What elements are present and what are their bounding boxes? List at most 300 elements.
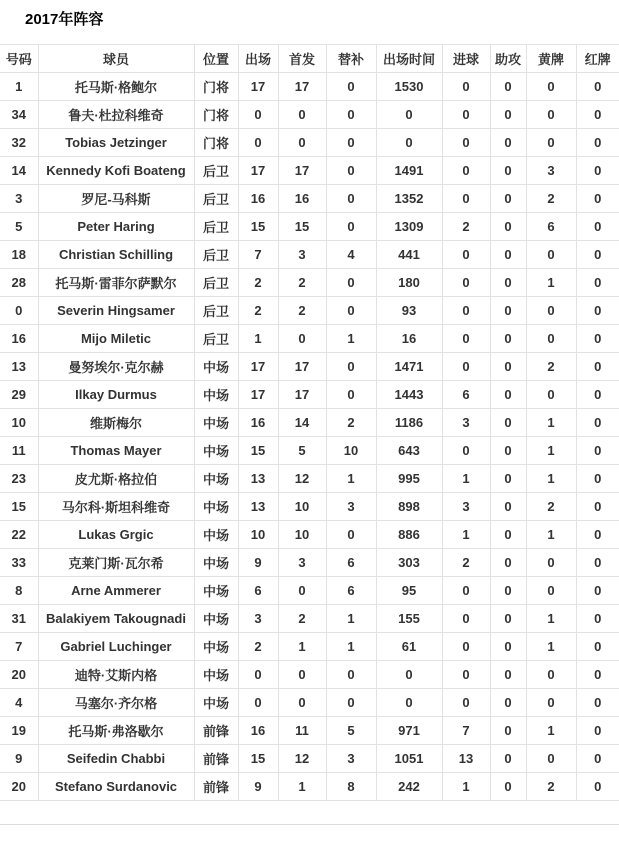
cell-player: Mijo Miletic xyxy=(38,325,194,353)
cell-appearances: 6 xyxy=(238,577,278,605)
cell-appearances: 2 xyxy=(238,269,278,297)
cell-position: 后卫 xyxy=(194,185,238,213)
cell-minutes: 971 xyxy=(376,717,442,745)
cell-number: 22 xyxy=(0,521,38,549)
column-header-assists: 助攻 xyxy=(490,45,526,73)
cell-minutes: 1051 xyxy=(376,745,442,773)
cell-assists: 0 xyxy=(490,689,526,717)
cell-starts: 10 xyxy=(278,493,326,521)
cell-player: Peter Haring xyxy=(38,213,194,241)
cell-number: 28 xyxy=(0,269,38,297)
cell-appearances: 9 xyxy=(238,549,278,577)
cell-red-cards: 0 xyxy=(576,269,619,297)
cell-minutes: 1491 xyxy=(376,157,442,185)
cell-minutes: 0 xyxy=(376,101,442,129)
roster-table xyxy=(0,44,619,801)
cell-player: Balakiyem Takougnadi xyxy=(38,605,194,633)
cell-player: 克莱门斯·瓦尔希 xyxy=(38,549,194,577)
cell-starts: 16 xyxy=(278,185,326,213)
cell-player: Severin Hingsamer xyxy=(38,297,194,325)
table-row xyxy=(0,157,619,185)
cell-minutes: 303 xyxy=(376,549,442,577)
cell-number: 19 xyxy=(0,717,38,745)
cell-starts: 2 xyxy=(278,297,326,325)
column-header-position: 位置 xyxy=(194,45,238,73)
cell-minutes: 1186 xyxy=(376,409,442,437)
cell-minutes: 643 xyxy=(376,437,442,465)
cell-substitute: 6 xyxy=(326,577,376,605)
cell-red-cards: 0 xyxy=(576,381,619,409)
cell-player: Arne Ammerer xyxy=(38,577,194,605)
cell-goals: 0 xyxy=(442,577,490,605)
cell-yellow-cards: 0 xyxy=(526,129,576,157)
cell-substitute: 2 xyxy=(326,409,376,437)
cell-substitute: 0 xyxy=(326,661,376,689)
table-row xyxy=(0,465,619,493)
table-body xyxy=(0,73,619,801)
cell-goals: 0 xyxy=(442,297,490,325)
cell-substitute: 0 xyxy=(326,689,376,717)
table-row xyxy=(0,213,619,241)
cell-yellow-cards: 0 xyxy=(526,661,576,689)
cell-player: 维斯梅尔 xyxy=(38,409,194,437)
cell-red-cards: 0 xyxy=(576,745,619,773)
cell-red-cards: 0 xyxy=(576,157,619,185)
cell-starts: 0 xyxy=(278,577,326,605)
cell-substitute: 1 xyxy=(326,325,376,353)
cell-substitute: 1 xyxy=(326,465,376,493)
table-row xyxy=(0,437,619,465)
cell-substitute: 0 xyxy=(326,521,376,549)
cell-starts: 10 xyxy=(278,521,326,549)
cell-assists: 0 xyxy=(490,213,526,241)
cell-substitute: 0 xyxy=(326,297,376,325)
table-row xyxy=(0,549,619,577)
cell-red-cards: 0 xyxy=(576,185,619,213)
cell-yellow-cards: 0 xyxy=(526,381,576,409)
cell-red-cards: 0 xyxy=(576,633,619,661)
cell-assists: 0 xyxy=(490,521,526,549)
cell-substitute: 8 xyxy=(326,773,376,801)
cell-substitute: 0 xyxy=(326,213,376,241)
cell-minutes: 95 xyxy=(376,577,442,605)
cell-yellow-cards: 0 xyxy=(526,241,576,269)
cell-red-cards: 0 xyxy=(576,577,619,605)
table-row xyxy=(0,745,619,773)
cell-goals: 0 xyxy=(442,605,490,633)
cell-number: 29 xyxy=(0,381,38,409)
cell-appearances: 2 xyxy=(238,633,278,661)
cell-appearances: 9 xyxy=(238,773,278,801)
table-row xyxy=(0,521,619,549)
cell-yellow-cards: 0 xyxy=(526,689,576,717)
cell-yellow-cards: 1 xyxy=(526,605,576,633)
cell-red-cards: 0 xyxy=(576,101,619,129)
cell-starts: 3 xyxy=(278,549,326,577)
cell-yellow-cards: 1 xyxy=(526,465,576,493)
cell-yellow-cards: 1 xyxy=(526,521,576,549)
cell-substitute: 6 xyxy=(326,549,376,577)
table-row xyxy=(0,241,619,269)
cell-assists: 0 xyxy=(490,241,526,269)
cell-goals: 0 xyxy=(442,353,490,381)
table-row xyxy=(0,605,619,633)
cell-red-cards: 0 xyxy=(576,521,619,549)
cell-position: 中场 xyxy=(194,437,238,465)
cell-yellow-cards: 2 xyxy=(526,493,576,521)
table-row xyxy=(0,297,619,325)
cell-number: 23 xyxy=(0,465,38,493)
cell-appearances: 0 xyxy=(238,101,278,129)
cell-assists: 0 xyxy=(490,325,526,353)
cell-position: 后卫 xyxy=(194,325,238,353)
table-row xyxy=(0,269,619,297)
cell-starts: 3 xyxy=(278,241,326,269)
cell-substitute: 0 xyxy=(326,185,376,213)
cell-starts: 11 xyxy=(278,717,326,745)
table-row xyxy=(0,353,619,381)
cell-red-cards: 0 xyxy=(576,297,619,325)
cell-minutes: 16 xyxy=(376,325,442,353)
cell-substitute: 0 xyxy=(326,381,376,409)
cell-position: 前锋 xyxy=(194,773,238,801)
cell-yellow-cards: 2 xyxy=(526,185,576,213)
cell-red-cards: 0 xyxy=(576,493,619,521)
cell-starts: 14 xyxy=(278,409,326,437)
cell-red-cards: 0 xyxy=(576,353,619,381)
cell-appearances: 13 xyxy=(238,465,278,493)
cell-red-cards: 0 xyxy=(576,73,619,101)
cell-goals: 0 xyxy=(442,661,490,689)
cell-minutes: 1471 xyxy=(376,353,442,381)
cell-minutes: 0 xyxy=(376,129,442,157)
cell-position: 后卫 xyxy=(194,213,238,241)
cell-minutes: 93 xyxy=(376,297,442,325)
cell-appearances: 2 xyxy=(238,297,278,325)
column-header-yellow-cards: 黄牌 xyxy=(526,45,576,73)
cell-starts: 12 xyxy=(278,465,326,493)
cell-substitute: 3 xyxy=(326,745,376,773)
cell-goals: 0 xyxy=(442,437,490,465)
cell-position: 中场 xyxy=(194,493,238,521)
cell-minutes: 155 xyxy=(376,605,442,633)
cell-starts: 0 xyxy=(278,689,326,717)
table-row xyxy=(0,185,619,213)
cell-yellow-cards: 3 xyxy=(526,157,576,185)
cell-number: 33 xyxy=(0,549,38,577)
cell-goals: 7 xyxy=(442,717,490,745)
cell-appearances: 1 xyxy=(238,325,278,353)
cell-number: 18 xyxy=(0,241,38,269)
cell-goals: 0 xyxy=(442,157,490,185)
cell-red-cards: 0 xyxy=(576,605,619,633)
cell-minutes: 1352 xyxy=(376,185,442,213)
cell-substitute: 5 xyxy=(326,717,376,745)
cell-assists: 0 xyxy=(490,493,526,521)
cell-starts: 2 xyxy=(278,269,326,297)
cell-number: 16 xyxy=(0,325,38,353)
cell-player: 鲁夫·杜拉科维奇 xyxy=(38,101,194,129)
cell-assists: 0 xyxy=(490,661,526,689)
cell-player: Stefano Surdanovic xyxy=(38,773,194,801)
cell-number: 31 xyxy=(0,605,38,633)
cell-appearances: 13 xyxy=(238,493,278,521)
cell-yellow-cards: 0 xyxy=(526,325,576,353)
cell-position: 中场 xyxy=(194,633,238,661)
cell-minutes: 242 xyxy=(376,773,442,801)
cell-goals: 0 xyxy=(442,241,490,269)
cell-player: Tobias Jetzinger xyxy=(38,129,194,157)
bottom-divider xyxy=(0,824,619,825)
cell-goals: 0 xyxy=(442,269,490,297)
cell-red-cards: 0 xyxy=(576,409,619,437)
cell-substitute: 0 xyxy=(326,101,376,129)
cell-red-cards: 0 xyxy=(576,717,619,745)
cell-appearances: 7 xyxy=(238,241,278,269)
cell-minutes: 0 xyxy=(376,689,442,717)
cell-goals: 1 xyxy=(442,521,490,549)
cell-number: 8 xyxy=(0,577,38,605)
cell-assists: 0 xyxy=(490,101,526,129)
cell-minutes: 886 xyxy=(376,521,442,549)
cell-position: 中场 xyxy=(194,381,238,409)
table-row xyxy=(0,633,619,661)
cell-position: 前锋 xyxy=(194,717,238,745)
cell-goals: 1 xyxy=(442,465,490,493)
cell-number: 9 xyxy=(0,745,38,773)
cell-starts: 2 xyxy=(278,605,326,633)
cell-number: 4 xyxy=(0,689,38,717)
cell-position: 中场 xyxy=(194,409,238,437)
cell-assists: 0 xyxy=(490,605,526,633)
cell-red-cards: 0 xyxy=(576,549,619,577)
cell-assists: 0 xyxy=(490,73,526,101)
cell-appearances: 10 xyxy=(238,521,278,549)
cell-assists: 0 xyxy=(490,269,526,297)
cell-number: 14 xyxy=(0,157,38,185)
cell-substitute: 0 xyxy=(326,353,376,381)
cell-minutes: 441 xyxy=(376,241,442,269)
cell-goals: 0 xyxy=(442,633,490,661)
cell-goals: 0 xyxy=(442,129,490,157)
cell-player: 罗尼-马科斯 xyxy=(38,185,194,213)
cell-goals: 2 xyxy=(442,549,490,577)
cell-player: 皮尤斯·格拉伯 xyxy=(38,465,194,493)
cell-assists: 0 xyxy=(490,297,526,325)
cell-position: 门将 xyxy=(194,101,238,129)
column-header-goals: 进球 xyxy=(442,45,490,73)
cell-number: 34 xyxy=(0,101,38,129)
cell-goals: 3 xyxy=(442,493,490,521)
cell-yellow-cards: 6 xyxy=(526,213,576,241)
cell-starts: 0 xyxy=(278,661,326,689)
cell-number: 13 xyxy=(0,353,38,381)
cell-starts: 17 xyxy=(278,381,326,409)
column-header-player: 球员 xyxy=(38,45,194,73)
cell-substitute: 0 xyxy=(326,73,376,101)
cell-goals: 0 xyxy=(442,185,490,213)
cell-assists: 0 xyxy=(490,633,526,661)
cell-appearances: 16 xyxy=(238,185,278,213)
cell-position: 中场 xyxy=(194,353,238,381)
cell-appearances: 0 xyxy=(238,689,278,717)
cell-position: 前锋 xyxy=(194,745,238,773)
cell-red-cards: 0 xyxy=(576,129,619,157)
cell-starts: 0 xyxy=(278,325,326,353)
cell-player: Christian Schilling xyxy=(38,241,194,269)
cell-assists: 0 xyxy=(490,773,526,801)
cell-position: 后卫 xyxy=(194,241,238,269)
table-row xyxy=(0,101,619,129)
cell-number: 1 xyxy=(0,73,38,101)
cell-minutes: 898 xyxy=(376,493,442,521)
cell-appearances: 17 xyxy=(238,353,278,381)
cell-number: 3 xyxy=(0,185,38,213)
cell-yellow-cards: 1 xyxy=(526,409,576,437)
column-header-red-cards: 红牌 xyxy=(576,45,619,73)
cell-starts: 17 xyxy=(278,157,326,185)
table-row xyxy=(0,129,619,157)
cell-red-cards: 0 xyxy=(576,773,619,801)
cell-position: 门将 xyxy=(194,73,238,101)
cell-number: 5 xyxy=(0,213,38,241)
cell-minutes: 1309 xyxy=(376,213,442,241)
cell-appearances: 15 xyxy=(238,437,278,465)
cell-substitute: 1 xyxy=(326,633,376,661)
cell-appearances: 0 xyxy=(238,661,278,689)
cell-assists: 0 xyxy=(490,381,526,409)
cell-goals: 0 xyxy=(442,73,490,101)
cell-player: 马尔科·斯坦科维奇 xyxy=(38,493,194,521)
cell-starts: 5 xyxy=(278,437,326,465)
cell-position: 中场 xyxy=(194,521,238,549)
cell-player: 曼努埃尔·克尔赫 xyxy=(38,353,194,381)
cell-appearances: 17 xyxy=(238,157,278,185)
cell-position: 中场 xyxy=(194,549,238,577)
cell-starts: 12 xyxy=(278,745,326,773)
cell-appearances: 17 xyxy=(238,381,278,409)
cell-red-cards: 0 xyxy=(576,437,619,465)
cell-appearances: 16 xyxy=(238,409,278,437)
table-header-row xyxy=(0,45,619,73)
cell-goals: 0 xyxy=(442,689,490,717)
column-header-substitute: 替补 xyxy=(326,45,376,73)
cell-red-cards: 0 xyxy=(576,661,619,689)
cell-yellow-cards: 1 xyxy=(526,717,576,745)
cell-goals: 0 xyxy=(442,101,490,129)
cell-position: 后卫 xyxy=(194,297,238,325)
cell-appearances: 0 xyxy=(238,129,278,157)
cell-player: 迪特·艾斯内格 xyxy=(38,661,194,689)
cell-yellow-cards: 0 xyxy=(526,73,576,101)
cell-assists: 0 xyxy=(490,577,526,605)
cell-yellow-cards: 2 xyxy=(526,773,576,801)
cell-substitute: 3 xyxy=(326,493,376,521)
table-row xyxy=(0,73,619,101)
cell-appearances: 17 xyxy=(238,73,278,101)
cell-player: Kennedy Kofi Boateng xyxy=(38,157,194,185)
cell-minutes: 180 xyxy=(376,269,442,297)
cell-position: 后卫 xyxy=(194,157,238,185)
cell-yellow-cards: 0 xyxy=(526,577,576,605)
table-row xyxy=(0,773,619,801)
cell-assists: 0 xyxy=(490,745,526,773)
table-row xyxy=(0,577,619,605)
cell-goals: 6 xyxy=(442,381,490,409)
cell-assists: 0 xyxy=(490,465,526,493)
cell-substitute: 10 xyxy=(326,437,376,465)
cell-minutes: 1443 xyxy=(376,381,442,409)
cell-player: 托马斯·雷菲尔萨默尔 xyxy=(38,269,194,297)
cell-goals: 3 xyxy=(442,409,490,437)
cell-starts: 1 xyxy=(278,633,326,661)
table-row xyxy=(0,381,619,409)
cell-yellow-cards: 1 xyxy=(526,633,576,661)
cell-assists: 0 xyxy=(490,185,526,213)
cell-yellow-cards: 0 xyxy=(526,549,576,577)
cell-red-cards: 0 xyxy=(576,465,619,493)
cell-starts: 0 xyxy=(278,101,326,129)
cell-number: 7 xyxy=(0,633,38,661)
cell-minutes: 995 xyxy=(376,465,442,493)
cell-position: 中场 xyxy=(194,577,238,605)
cell-player: Ilkay Durmus xyxy=(38,381,194,409)
cell-player: 托马斯·格鲍尔 xyxy=(38,73,194,101)
cell-minutes: 0 xyxy=(376,661,442,689)
cell-yellow-cards: 1 xyxy=(526,437,576,465)
cell-appearances: 15 xyxy=(238,745,278,773)
cell-red-cards: 0 xyxy=(576,689,619,717)
cell-starts: 1 xyxy=(278,773,326,801)
cell-goals: 2 xyxy=(442,213,490,241)
cell-position: 中场 xyxy=(194,689,238,717)
cell-starts: 15 xyxy=(278,213,326,241)
cell-appearances: 3 xyxy=(238,605,278,633)
cell-number: 20 xyxy=(0,661,38,689)
cell-assists: 0 xyxy=(490,717,526,745)
cell-player: 托马斯·弗洛歇尔 xyxy=(38,717,194,745)
cell-red-cards: 0 xyxy=(576,325,619,353)
cell-substitute: 0 xyxy=(326,157,376,185)
cell-assists: 0 xyxy=(490,353,526,381)
table-row xyxy=(0,325,619,353)
cell-starts: 17 xyxy=(278,353,326,381)
table-row xyxy=(0,661,619,689)
column-header-minutes: 出场时间 xyxy=(376,45,442,73)
table-row xyxy=(0,717,619,745)
cell-red-cards: 0 xyxy=(576,213,619,241)
cell-assists: 0 xyxy=(490,129,526,157)
cell-substitute: 0 xyxy=(326,129,376,157)
cell-red-cards: 0 xyxy=(576,241,619,269)
cell-yellow-cards: 0 xyxy=(526,101,576,129)
cell-assists: 0 xyxy=(490,409,526,437)
cell-assists: 0 xyxy=(490,549,526,577)
cell-yellow-cards: 0 xyxy=(526,297,576,325)
cell-position: 中场 xyxy=(194,465,238,493)
cell-player: Seifedin Chabbi xyxy=(38,745,194,773)
cell-starts: 0 xyxy=(278,129,326,157)
cell-goals: 13 xyxy=(442,745,490,773)
cell-assists: 0 xyxy=(490,157,526,185)
cell-player: Thomas Mayer xyxy=(38,437,194,465)
cell-number: 15 xyxy=(0,493,38,521)
cell-minutes: 1530 xyxy=(376,73,442,101)
cell-substitute: 4 xyxy=(326,241,376,269)
cell-appearances: 15 xyxy=(238,213,278,241)
cell-position: 门将 xyxy=(194,129,238,157)
table-row xyxy=(0,689,619,717)
